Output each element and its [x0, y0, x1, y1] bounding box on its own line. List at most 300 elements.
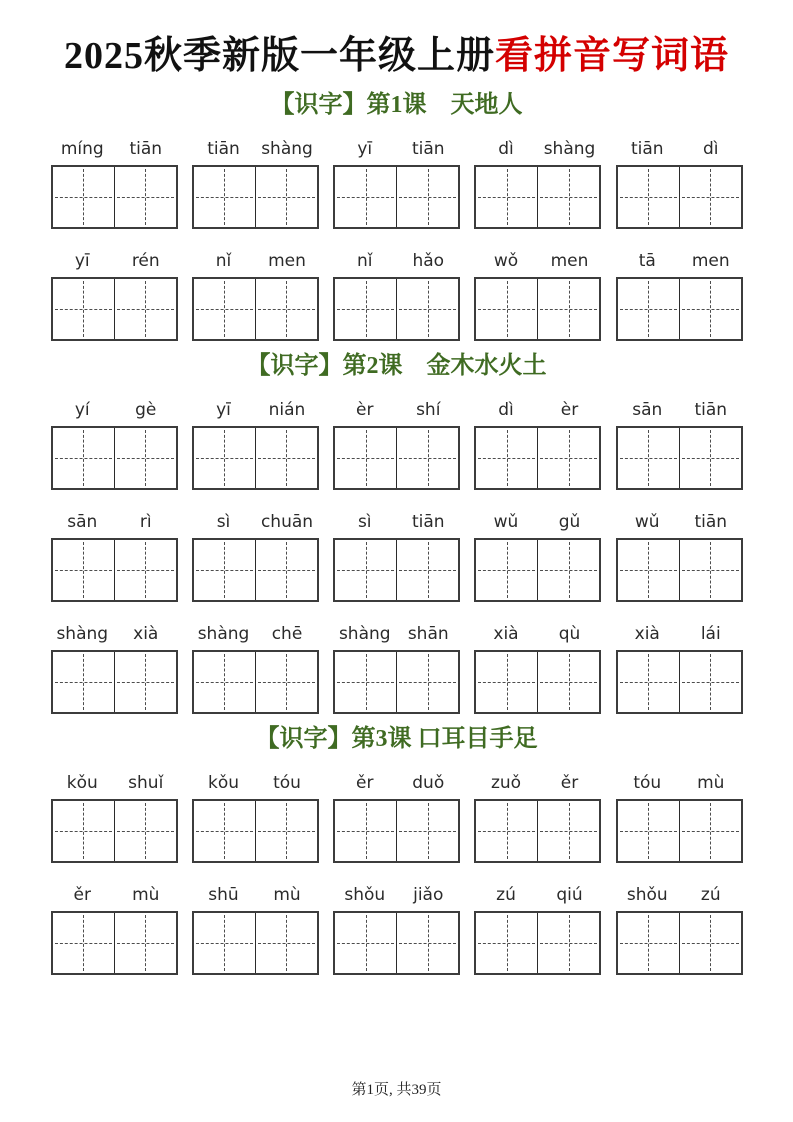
pinyin-label: shàng [543, 138, 596, 159]
writing-box-pair [616, 911, 743, 975]
dashed-horizontal-guide [117, 458, 174, 459]
dashed-horizontal-guide [258, 831, 315, 832]
pinyin-label: tiān [411, 511, 445, 532]
writing-cell[interactable] [255, 913, 317, 973]
writing-cell[interactable] [53, 279, 114, 339]
writing-box-pair [192, 426, 319, 490]
dashed-horizontal-guide [682, 458, 739, 459]
dashed-horizontal-guide [540, 943, 597, 944]
word-group [333, 773, 460, 863]
dashed-horizontal-guide [337, 197, 394, 198]
writing-box-pair [333, 911, 460, 975]
dashed-horizontal-guide [399, 943, 456, 944]
word-group [333, 624, 460, 714]
pinyin-label: zú [700, 885, 721, 906]
writing-cell[interactable] [618, 428, 679, 488]
writing-cell[interactable] [194, 913, 255, 973]
pinyin-label: men [268, 250, 306, 271]
pinyin-row [616, 251, 743, 272]
pinyin-label: shí [416, 399, 441, 420]
writing-box-pair [474, 911, 601, 975]
word-group [333, 251, 460, 341]
word-group [616, 773, 743, 863]
dashed-horizontal-guide [540, 197, 597, 198]
writing-cell[interactable] [335, 167, 396, 227]
pinyin-row [616, 624, 743, 645]
pinyin-row [616, 512, 743, 533]
pinyin-label: tóu [273, 773, 301, 794]
writing-cell[interactable] [679, 428, 741, 488]
pinyin-label: chuān [260, 511, 314, 532]
writing-box-pair [192, 799, 319, 863]
writing-box-pair [192, 277, 319, 341]
dashed-horizontal-guide [620, 309, 677, 310]
pinyin-row [333, 251, 460, 272]
pinyin-label: tiān [411, 138, 445, 159]
word-row [51, 624, 743, 714]
dashed-horizontal-guide [258, 682, 315, 683]
pinyin-row [474, 251, 601, 272]
dashed-horizontal-guide [540, 570, 597, 571]
writing-cell[interactable] [476, 167, 537, 227]
pinyin-label: tiān [207, 138, 240, 159]
pinyin-label: shān [407, 623, 449, 644]
writing-cell[interactable] [679, 801, 741, 861]
writing-cell[interactable] [53, 167, 114, 227]
pinyin-label: gǔ [558, 511, 581, 532]
writing-cell[interactable] [618, 913, 679, 973]
writing-box-pair [616, 799, 743, 863]
writing-cell[interactable] [537, 652, 599, 712]
pinyin-label: rì [139, 511, 152, 532]
pinyin-label: tiān [630, 138, 664, 159]
writing-cell[interactable] [476, 913, 537, 973]
pinyin-label: tiān [129, 138, 163, 159]
writing-cell[interactable] [679, 540, 741, 600]
writing-cell[interactable] [255, 652, 317, 712]
writing-cell[interactable] [53, 652, 114, 712]
pinyin-label: sān [632, 399, 663, 420]
word-group [51, 251, 178, 341]
pinyin-label: sì [357, 511, 372, 532]
pinyin-label: dì [498, 399, 514, 420]
word-group [474, 139, 601, 229]
writing-box-pair [616, 538, 743, 602]
writing-cell[interactable] [114, 167, 176, 227]
writing-box-pair [474, 277, 601, 341]
pinyin-row [51, 773, 178, 794]
writing-box-pair [474, 538, 601, 602]
writing-cell[interactable] [537, 801, 599, 861]
pinyin-label: qiú [556, 885, 583, 906]
page-title-accent: 看拼音写词语 [495, 35, 730, 77]
writing-cell[interactable] [679, 652, 741, 712]
dashed-horizontal-guide [196, 309, 253, 310]
writing-cell[interactable] [114, 801, 176, 861]
writing-box-pair [192, 911, 319, 975]
dashed-horizontal-guide [399, 682, 456, 683]
dashed-horizontal-guide [337, 682, 394, 683]
word-group [51, 885, 178, 975]
word-group [616, 512, 743, 602]
writing-box-pair [51, 277, 178, 341]
writing-cell[interactable] [679, 167, 741, 227]
dashed-horizontal-guide [117, 682, 174, 683]
writing-cell[interactable] [114, 428, 176, 488]
word-group [192, 512, 319, 602]
pinyin-label: shuǐ [128, 773, 164, 794]
word-group [192, 773, 319, 863]
pinyin-label: sān [67, 511, 98, 532]
writing-box-pair [616, 426, 743, 490]
writing-cell[interactable] [194, 540, 255, 600]
writing-box-pair [51, 650, 178, 714]
pinyin-row [333, 885, 460, 906]
writing-cell[interactable] [114, 652, 176, 712]
pinyin-label: ěr [560, 773, 579, 794]
word-group [474, 624, 601, 714]
pinyin-label: xià [634, 623, 660, 644]
writing-cell[interactable] [618, 540, 679, 600]
pinyin-label: gè [135, 399, 157, 420]
pinyin-row [474, 773, 601, 794]
pinyin-label: tiān [694, 511, 728, 532]
pinyin-row [474, 624, 601, 645]
pinyin-row [616, 773, 743, 794]
writing-cell[interactable] [476, 540, 537, 600]
dashed-horizontal-guide [55, 309, 112, 310]
pinyin-row [192, 885, 319, 906]
pinyin-row [51, 512, 178, 533]
dashed-horizontal-guide [620, 197, 677, 198]
dashed-horizontal-guide [196, 197, 253, 198]
writing-box-pair [333, 165, 460, 229]
word-row [51, 400, 743, 490]
pinyin-row [333, 624, 460, 645]
pinyin-row [616, 885, 743, 906]
word-group [474, 400, 601, 490]
pinyin-row [192, 400, 319, 421]
writing-cell[interactable] [255, 279, 317, 339]
pinyin-row [333, 400, 460, 421]
pinyin-label: rén [131, 250, 160, 271]
writing-cell[interactable] [618, 801, 679, 861]
writing-cell[interactable] [537, 913, 599, 973]
word-group [474, 885, 601, 975]
writing-box-pair [192, 165, 319, 229]
writing-cell[interactable] [255, 801, 317, 861]
pinyin-label: dì [498, 138, 514, 159]
pinyin-label: men [550, 250, 589, 271]
dashed-horizontal-guide [620, 682, 677, 683]
dashed-horizontal-guide [478, 570, 535, 571]
writing-cell[interactable] [537, 279, 599, 339]
pinyin-label: mù [132, 885, 160, 906]
dashed-horizontal-guide [540, 682, 597, 683]
writing-cell[interactable] [618, 167, 679, 227]
dashed-horizontal-guide [117, 943, 174, 944]
dashed-horizontal-guide [337, 570, 394, 571]
pinyin-label: tóu [633, 773, 662, 794]
word-group [474, 251, 601, 341]
dashed-horizontal-guide [620, 458, 677, 459]
word-row [51, 512, 743, 602]
writing-cell[interactable] [255, 540, 317, 600]
dashed-horizontal-guide [682, 570, 739, 571]
writing-cell[interactable] [114, 913, 176, 973]
pinyin-row [333, 139, 460, 160]
dashed-horizontal-guide [258, 458, 315, 459]
word-group [192, 400, 319, 490]
dashed-horizontal-guide [196, 458, 253, 459]
writing-cell[interactable] [335, 652, 396, 712]
pinyin-row [192, 512, 319, 533]
pinyin-row [474, 400, 601, 421]
pinyin-row [192, 139, 319, 160]
dashed-horizontal-guide [117, 197, 174, 198]
pinyin-label: kǒu [66, 773, 98, 794]
writing-box-pair [616, 650, 743, 714]
dashed-horizontal-guide [55, 458, 112, 459]
word-row [51, 139, 743, 229]
writing-cell[interactable] [396, 540, 458, 600]
pinyin-row [192, 251, 319, 272]
dashed-horizontal-guide [196, 682, 253, 683]
dashed-horizontal-guide [478, 197, 535, 198]
writing-box-pair [51, 165, 178, 229]
page-number: 第1页, 共39页 [351, 1082, 442, 1098]
pinyin-label: zú [496, 885, 516, 906]
pinyin-row [616, 400, 743, 421]
writing-cell[interactable] [335, 540, 396, 600]
pinyin-label: mù [273, 885, 301, 906]
dashed-horizontal-guide [258, 943, 315, 944]
dashed-horizontal-guide [478, 309, 535, 310]
writing-cell[interactable] [679, 913, 741, 973]
word-group [51, 400, 178, 490]
pinyin-label: xià [493, 623, 519, 644]
dashed-horizontal-guide [117, 570, 174, 571]
dashed-horizontal-guide [399, 309, 456, 310]
pinyin-label: shǒu [626, 885, 668, 906]
writing-box-pair [51, 426, 178, 490]
dashed-horizontal-guide [55, 831, 112, 832]
pinyin-label: dì [702, 138, 719, 159]
pinyin-row [51, 624, 178, 645]
writing-cell[interactable] [618, 279, 679, 339]
writing-box-pair [474, 426, 601, 490]
writing-cell[interactable] [335, 801, 396, 861]
dashed-horizontal-guide [337, 309, 394, 310]
dashed-horizontal-guide [682, 197, 739, 198]
writing-cell[interactable] [194, 428, 255, 488]
pinyin-label: yī [74, 250, 90, 271]
pinyin-label: sì [216, 511, 231, 532]
writing-cell[interactable] [476, 652, 537, 712]
writing-cell[interactable] [53, 913, 114, 973]
pinyin-row [333, 773, 460, 794]
dashed-horizontal-guide [682, 309, 739, 310]
pinyin-label: hǎo [412, 250, 445, 271]
dashed-horizontal-guide [258, 309, 315, 310]
word-group [333, 139, 460, 229]
pinyin-label: nǐ [215, 250, 232, 271]
pinyin-label: wǔ [634, 511, 660, 532]
writing-cell[interactable] [396, 913, 458, 973]
word-group [51, 773, 178, 863]
pinyin-label: chē [271, 623, 303, 644]
dashed-horizontal-guide [478, 682, 535, 683]
word-group [51, 624, 178, 714]
writing-box-pair [333, 277, 460, 341]
writing-box-pair [192, 650, 319, 714]
word-row [51, 885, 743, 975]
pinyin-label: tiān [694, 399, 728, 420]
writing-cell[interactable] [537, 167, 599, 227]
section-header: 【识字】第1课 天地人 [270, 91, 523, 118]
writing-cell[interactable] [335, 428, 396, 488]
pinyin-row [474, 885, 601, 906]
dashed-horizontal-guide [196, 943, 253, 944]
pinyin-label: nián [268, 399, 306, 420]
writing-box-pair [192, 538, 319, 602]
writing-cell[interactable] [114, 540, 176, 600]
word-group [51, 512, 178, 602]
writing-cell[interactable] [114, 279, 176, 339]
writing-box-pair [616, 277, 743, 341]
writing-box-pair [474, 650, 601, 714]
word-group [333, 400, 460, 490]
pinyin-row [474, 512, 601, 533]
word-group [616, 139, 743, 229]
pinyin-row [192, 624, 319, 645]
dashed-horizontal-guide [117, 309, 174, 310]
pinyin-label: ěr [356, 773, 374, 794]
writing-box-pair [333, 799, 460, 863]
dashed-horizontal-guide [55, 943, 112, 944]
writing-box-pair [474, 799, 601, 863]
writing-cell[interactable] [53, 540, 114, 600]
dashed-horizontal-guide [337, 458, 394, 459]
writing-cell[interactable] [396, 428, 458, 488]
writing-cell[interactable] [396, 167, 458, 227]
worksheet-sections [51, 90, 743, 976]
writing-cell[interactable] [255, 428, 317, 488]
section-header: 【识字】第3课 口耳目手足 [255, 725, 538, 752]
writing-cell[interactable] [476, 801, 537, 861]
dashed-horizontal-guide [258, 197, 315, 198]
writing-box-pair [333, 538, 460, 602]
dashed-horizontal-guide [117, 831, 174, 832]
pinyin-label: míng [60, 138, 104, 159]
dashed-horizontal-guide [620, 943, 677, 944]
dashed-horizontal-guide [55, 570, 112, 571]
pinyin-label: lái [700, 623, 721, 644]
writing-box-pair [333, 426, 460, 490]
pinyin-label: zuǒ [490, 773, 522, 794]
dashed-horizontal-guide [55, 197, 112, 198]
writing-cell[interactable] [335, 279, 396, 339]
dashed-horizontal-guide [399, 831, 456, 832]
dashed-horizontal-guide [682, 943, 739, 944]
writing-box-pair [616, 165, 743, 229]
pinyin-row [616, 139, 743, 160]
pinyin-label: kǒu [207, 773, 240, 794]
word-group [616, 400, 743, 490]
dashed-horizontal-guide [620, 831, 677, 832]
pinyin-row [51, 139, 178, 160]
writing-cell[interactable] [476, 428, 537, 488]
page-title [51, 34, 743, 80]
word-row [51, 773, 743, 863]
pinyin-row [474, 139, 601, 160]
writing-cell[interactable] [618, 652, 679, 712]
pinyin-label: xià [133, 623, 159, 644]
pinyin-label: men [691, 250, 730, 271]
dashed-horizontal-guide [196, 570, 253, 571]
pinyin-label: qù [558, 623, 581, 644]
word-group [616, 251, 743, 341]
word-group [192, 251, 319, 341]
writing-cell[interactable] [194, 801, 255, 861]
writing-cell[interactable] [194, 279, 255, 339]
writing-cell[interactable] [255, 167, 317, 227]
writing-cell[interactable] [53, 428, 114, 488]
dashed-horizontal-guide [399, 458, 456, 459]
writing-cell[interactable] [335, 913, 396, 973]
word-group [192, 139, 319, 229]
section-header: 【识字】第2课 金木水火土 [246, 352, 547, 379]
writing-cell[interactable] [679, 279, 741, 339]
worksheet-content [51, 34, 743, 975]
pinyin-row [51, 251, 178, 272]
writing-cell[interactable] [53, 801, 114, 861]
writing-cell[interactable] [537, 428, 599, 488]
pinyin-label: wǒ [493, 250, 519, 271]
word-group [192, 885, 319, 975]
pinyin-label: shàng [261, 138, 313, 159]
pinyin-row [192, 773, 319, 794]
dashed-horizontal-guide [196, 831, 253, 832]
writing-cell[interactable] [396, 801, 458, 861]
writing-cell[interactable] [396, 279, 458, 339]
writing-box-pair [474, 165, 601, 229]
writing-cell[interactable] [194, 167, 255, 227]
dashed-horizontal-guide [55, 682, 112, 683]
writing-cell[interactable] [396, 652, 458, 712]
writing-cell[interactable] [537, 540, 599, 600]
word-group [333, 885, 460, 975]
pinyin-label: duǒ [412, 773, 445, 794]
word-group [333, 512, 460, 602]
writing-cell[interactable] [476, 279, 537, 339]
word-group [474, 773, 601, 863]
dashed-horizontal-guide [258, 570, 315, 571]
word-group [616, 885, 743, 975]
dashed-horizontal-guide [337, 831, 394, 832]
dashed-horizontal-guide [337, 943, 394, 944]
pinyin-label: tā [638, 250, 656, 271]
word-group [616, 624, 743, 714]
writing-cell[interactable] [194, 652, 255, 712]
word-group [51, 139, 178, 229]
pinyin-label: wǔ [493, 511, 519, 532]
pinyin-label: yī [216, 399, 231, 420]
pinyin-label: nǐ [357, 250, 373, 271]
pinyin-label: shǒu [344, 885, 386, 906]
word-group [474, 512, 601, 602]
dashed-horizontal-guide [620, 570, 677, 571]
